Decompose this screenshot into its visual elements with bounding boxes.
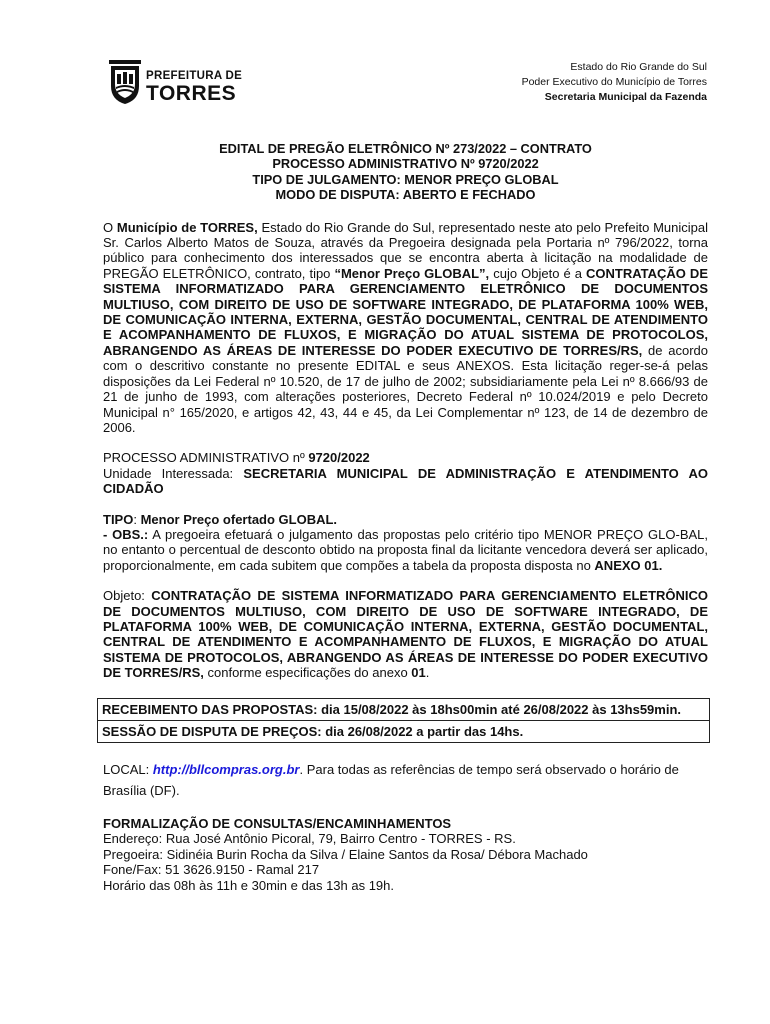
- process-label: PROCESSO ADMINISTRATIVO nº: [103, 450, 309, 466]
- header-state: Estado do Rio Grande do Sul: [570, 61, 707, 73]
- title-processo: PROCESSO ADMINISTRATIVO Nº 9720/2022: [272, 156, 539, 172]
- local-paragraph: [103, 759, 708, 801]
- header-info: [522, 60, 707, 105]
- objeto-paragraph: [103, 588, 708, 680]
- process-line: [103, 450, 708, 465]
- obs-text: A pregoeira efetuará o julgamento das propostas pelo critério tipo MENOR PREÇO GLO-BAL, no entanto o percentual de desconto obtido na proposta final da licitante vencedora deverá ser aplicado, proporcionalmente, em cada subitem que compões a tabela da proposta disposta no: [103, 526, 709, 573]
- local-text: . Para todas as referências de tempo será observado o horário de Brasília (DF).: [103, 761, 679, 798]
- title-edital: EDITAL DE PREGÃO ELETRÔNICO Nº 273/2022 – CONTRATO: [219, 141, 592, 156]
- logo-text-line2: TORRES: [146, 82, 237, 105]
- unit-line: [103, 466, 708, 497]
- intro-municipality: Município de TORRES,: [116, 219, 258, 235]
- local-label: LOCAL:: [103, 761, 153, 777]
- intro-text-2: Estado do Rio Grande do Sul, representado neste ato pelo Prefeito Municipal Sr. Carlos Alberto Matos de Souza, através da Pregoeira designada pela Portaria nº 796/2022, torna público para conhecimento dos interessados que se encontra aberta à licitação na modalidade de PREGÃO ELETRÔNICO, contrato, tipo: [103, 219, 708, 281]
- obs-label: - OBS.:: [103, 526, 149, 542]
- formalization-section: [103, 816, 708, 894]
- header-executive: Poder Executivo do Município de Torres: [521, 76, 707, 88]
- intro-paragraph: [103, 220, 708, 436]
- objeto-label: Objeto:: [103, 588, 152, 604]
- document-body: [103, 141, 708, 894]
- coat-of-arms-icon: [106, 56, 144, 106]
- intro-text-3: cujo Objeto é a: [489, 265, 586, 281]
- tipo-colon: :: [133, 511, 141, 527]
- formalization-phone: Fone/Fax: 51 3626.9150 - Ramal 217: [103, 862, 320, 878]
- session-box: SESSÃO DE DISPUTA DE PREÇOS: dia 26/08/2022 a partir das 14hs.: [97, 721, 710, 743]
- obs-annex: ANEXO 01.: [594, 557, 663, 573]
- prefeitura-logo: [106, 56, 246, 108]
- formalization-title: FORMALIZAÇÃO DE CONSULTAS/ENCAMINHAMENTOS: [103, 815, 452, 831]
- formalization-hours: Horário das 08h às 11h e 30min e das 13h as 19h.: [103, 877, 395, 893]
- title-julgamento: TIPO DE JULGAMENTO: MENOR PREÇO GLOBAL: [252, 171, 559, 187]
- process-number: 9720/2022: [308, 450, 370, 466]
- intro-object: CONTRATAÇÃO DE SISTEMA INFORMATIZADO PARA GERENCIAMENTO ELETRÔNICO DE DOCUMENTOS MULTIUSO, COM DIREITO DE USO DE SOFTWARE INTEGRADO, DE PLATAFORMA 100% WEB, DE COMUNICAÇÃO INTERNA, EXTERNA, GESTÃO DOCUMENTAL, CENTRAL DE ATENDIMENTO E ACOMPANHAMENTO DE FLUXOS, E MIGRAÇÃO DO ATUAL SISTEMA DE PROTOCOLOS, ABRANGENDO AS ÁREAS DE INTERESSE DO PODER EXECUTIVO DE TORRES/RS,: [103, 265, 708, 358]
- intro-text-4: de acordo com o descritivo constante no presente EDITAL e seus ANEXOS. Esta licitação reger-se-á pelas disposições da Lei Federal nº 10.520, de 17 de julho de 2002; subsidiariamente pela Lei nº 8.666/93 de 21 de junho de 1993, com alterações posteriores, Decreto Federal nº 10.024/2019 e pelo Decreto Municipal n° 165/2020, e artigos 42, 43, 44 e 45, da Lei Complementar nº 123, de 14 de dezembro de 2006.: [103, 342, 708, 435]
- obs-paragraph: [103, 527, 708, 573]
- tipo-value: Menor Preço ofertado GLOBAL.: [140, 511, 338, 527]
- intro-text-1: O: [103, 219, 117, 235]
- objeto-tail: conforme especificações do anexo: [203, 665, 412, 681]
- receipt-box: RECEBIMENTO DAS PROPOSTAS: dia 15/08/2022 às 18hs00min até 26/08/2022 às 13hs59min.: [97, 698, 710, 721]
- formalization-pregoeira: Pregoeira: Sidinéia Burin Rocha da Silva / Elaine Santos da Rosa/ Débora Machado: [103, 846, 588, 862]
- logo-text-line1: PREFEITURA DE: [146, 70, 243, 82]
- objeto-text: CONTRATAÇÃO DE SISTEMA INFORMATIZADO PARA GERENCIAMENTO ELETRÔNICO DE DOCUMENTOS MULTIUSO, COM DIREITO DE USO DE SOFTWARE INTEGRADO, DE PLATAFORMA 100% WEB, DE COMUNICAÇÃO INTERNA, EXTERNA, GESTÃO DOCUMENTAL, CENTRAL DE ATENDIMENTO E ACOMPANHAMENTO DE FLUXOS, E MIGRAÇÃO DO ATUAL SISTEMA DE PROTOCOLOS, ABRANGENDO AS ÁREAS DE INTERESSE DO PODER EXECUTIVO DE TORRES/RS,: [103, 588, 709, 681]
- unit-value: SECRETARIA MUNICIPAL DE ADMINISTRAÇÃO E ATENDIMENTO AO CIDADÃO: [103, 465, 708, 497]
- objeto-annex: 01: [411, 665, 426, 681]
- objeto-dot: .: [425, 665, 430, 681]
- unit-label: Unidade Interessada:: [103, 465, 244, 481]
- document-titles: [103, 141, 708, 203]
- header-secretariat: Secretaria Municipal da Fazenda: [544, 91, 707, 103]
- intro-type: “Menor Preço GLOBAL”,: [334, 265, 490, 281]
- title-disputa: MODO DE DISPUTA: ABERTO E FECHADO: [275, 187, 536, 203]
- bll-compras-link[interactable]: http://bllcompras.org.br: [152, 761, 300, 777]
- tipo-label: TIPO: [103, 511, 134, 527]
- tipo-line: [103, 512, 708, 527]
- formalization-address: Endereço: Rua José Antônio Picoral, 79, Bairro Centro - TORRES - RS.: [103, 831, 516, 847]
